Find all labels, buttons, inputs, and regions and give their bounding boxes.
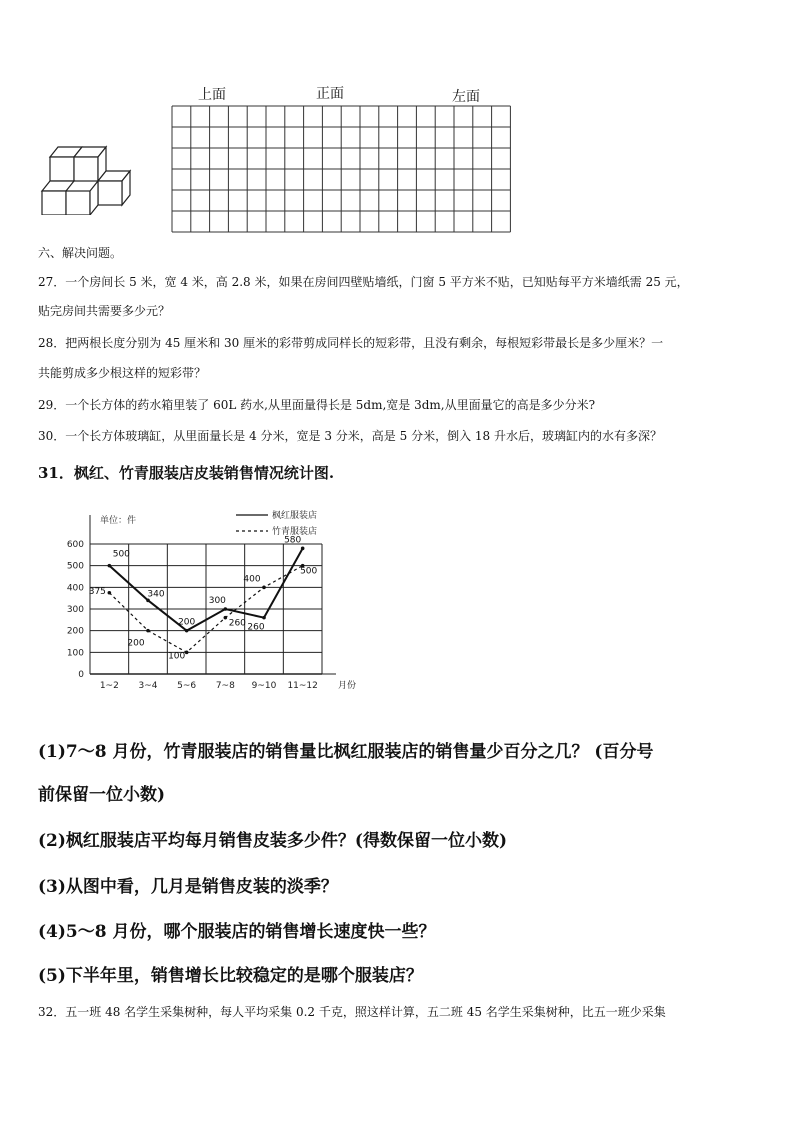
subquestion-4: (4)5～8 月份，哪个服装店的销售增长速度快一些？ xyxy=(38,922,436,942)
data-point xyxy=(185,629,189,633)
data-label: 100 xyxy=(168,651,186,662)
top-view-label: 上面 xyxy=(198,87,226,103)
y-tick-label: 400 xyxy=(66,583,84,594)
y-tick-label: 600 xyxy=(66,540,84,550)
chart-unit-label: 单位：件 xyxy=(100,516,137,526)
data-point xyxy=(185,651,189,655)
drawing-grid xyxy=(171,105,513,235)
y-tick-label: 100 xyxy=(66,648,84,659)
y-tick-label: 300 xyxy=(66,605,84,615)
legend-label: 枫红服装店 xyxy=(272,511,318,521)
data-point xyxy=(262,616,266,620)
data-label: 200 xyxy=(178,617,196,628)
question-27-line2: 贴完房间共需要多少元？ xyxy=(38,304,171,318)
data-label: 375 xyxy=(88,586,106,597)
sales-line-chart xyxy=(60,503,360,693)
data-point xyxy=(262,586,266,590)
data-point xyxy=(146,629,150,633)
question-30: 30．一个长方体玻璃缸，从里面量长是 4 分米，宽是 3 分米，高是 5 分米，倒入 18 升水后，玻璃缸内的水有多深？ xyxy=(38,429,662,443)
data-label: 260 xyxy=(228,618,246,629)
data-point xyxy=(224,607,228,611)
data-label: 260 xyxy=(247,622,265,633)
front-view-label: 正面 xyxy=(316,86,344,102)
question-27-line1: 27．一个房间长 5 米，宽 4 米，高 2.8 米，如果在房间四壁贴墙纸，门窗 5 平方米不贴，已知贴每平方米墙纸需 25 元， xyxy=(38,275,689,289)
section-heading: 六、解决问题。 xyxy=(38,246,123,260)
x-tick-label: 11~12 xyxy=(287,681,318,691)
question-29: 29．一个长方体的药水箱里装了 60L 药水,从里面量得长是 5dm,宽是 3dm,从里面量它的高是多少分米? xyxy=(38,398,596,412)
x-tick-label: 3~4 xyxy=(138,681,158,691)
data-label: 500 xyxy=(112,549,130,560)
x-tick-label: 9~10 xyxy=(251,681,277,691)
question-28-line2: 共能剪成多少根这样的短彩带？ xyxy=(38,366,207,380)
x-axis-unit: 月份 xyxy=(338,681,357,691)
data-point xyxy=(224,616,228,620)
data-label: 500 xyxy=(300,566,318,577)
data-point xyxy=(108,564,112,568)
subquestion-2: (2)枫红服装店平均每月销售皮装多少件？(得数保留一位小数) xyxy=(38,831,508,851)
data-label: 580 xyxy=(284,535,302,546)
data-label: 400 xyxy=(243,574,261,585)
question-32: 32．五一班 48 名学生采集树种，每人平均采集 0.2 千克，照这样计算，五二班 45 名学生采集树种，比五一班少采集 xyxy=(38,1005,666,1019)
data-label: 300 xyxy=(208,596,226,606)
data-label: 200 xyxy=(127,638,145,649)
subquestion-1-line2: 前保留一位小数) xyxy=(38,785,166,805)
subquestion-5: (5)下半年里，销售增长比较稳定的是哪个服装店？ xyxy=(38,966,423,986)
data-point xyxy=(108,591,112,595)
left-view-label: 左面 xyxy=(452,89,480,105)
subquestion-1-line1: (1)7～8 月份，竹青服装店的销售量比枫红服装店的销售量少百分之几？ (百分号 xyxy=(38,742,654,762)
x-tick-label: 7~8 xyxy=(215,681,235,691)
question-31-title: 31．枫红、竹青服装店皮装销售情况统计图. xyxy=(38,464,335,482)
x-tick-label: 1~2 xyxy=(99,681,119,691)
legend-label: 竹青服装店 xyxy=(272,527,318,537)
subquestion-3: (3)从图中看，几月是销售皮装的淡季？ xyxy=(38,877,338,897)
data-label: 340 xyxy=(147,589,165,600)
y-tick-label: 200 xyxy=(66,626,84,637)
data-point xyxy=(301,547,305,551)
question-28-line1: 28．把两根长度分别为 45 厘米和 30 厘米的彩带剪成同样长的短彩带，且没有剩余，每根短彩带最长是多少厘米？一 xyxy=(38,336,664,350)
cube-figure xyxy=(38,143,134,215)
y-tick-label: 500 xyxy=(66,561,84,572)
x-tick-label: 5~6 xyxy=(177,681,197,691)
y-tick-label: 0 xyxy=(78,670,84,680)
